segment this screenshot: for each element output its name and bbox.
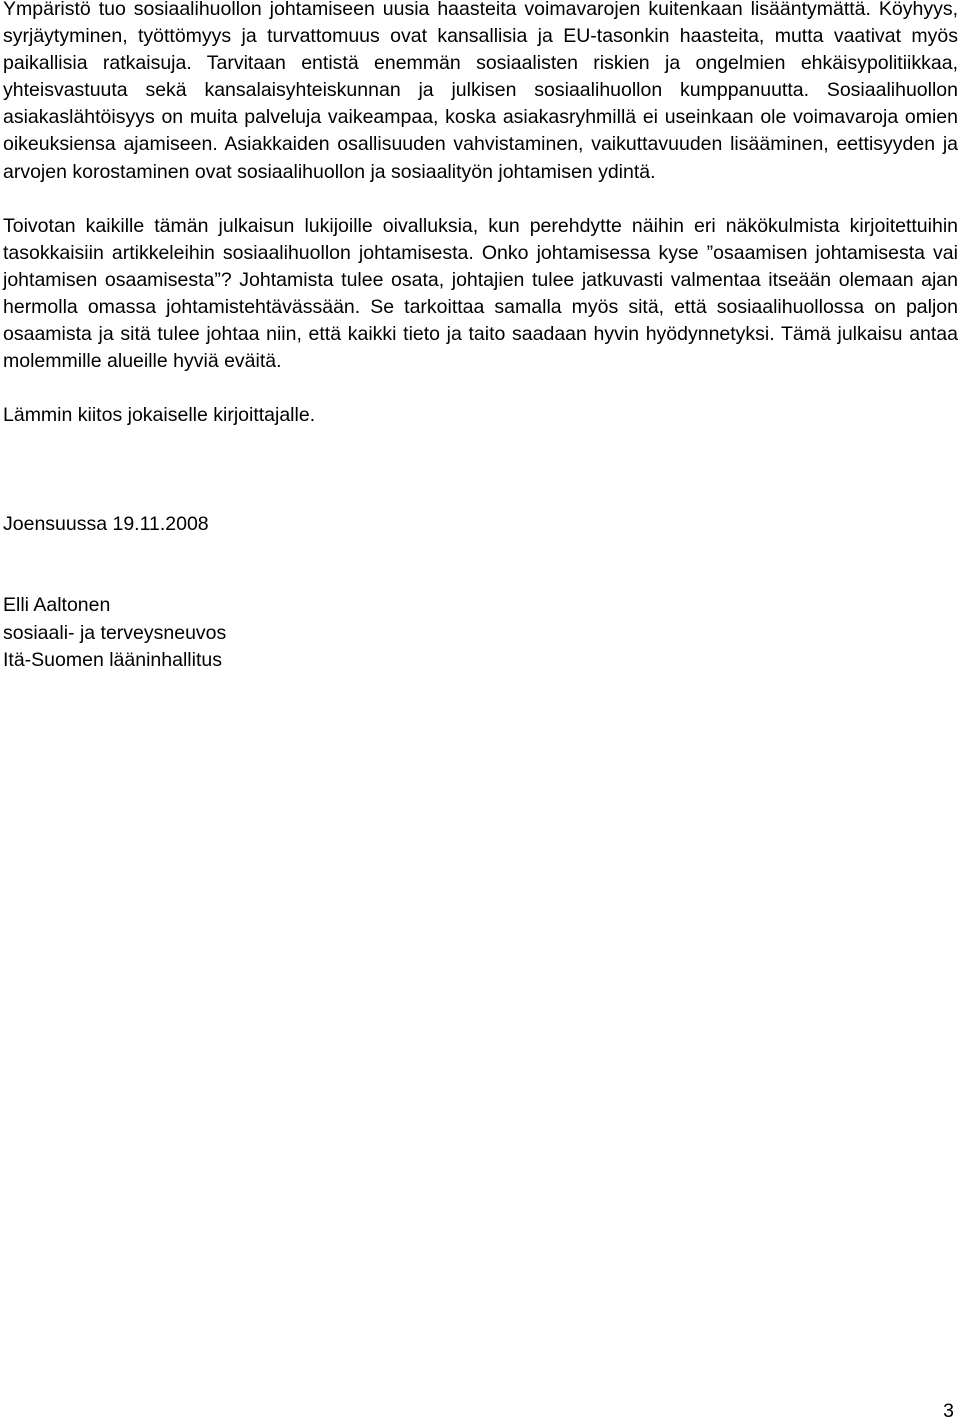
page-number: 3 [943,1400,954,1422]
signer-name: Elli Aaltonen [3,594,111,617]
signer-organization: Itä-Suomen lääninhallitus [3,648,222,671]
body-paragraph-1: Ympäristö tuo sosiaalihuollon johtamiseen uusia haasteita voimavarojen kuitenkaan lisääntymättä. Köyhyys, syrjäytyminen, työttömyys ja turvattomuus ovat kansallisia ja EU-tasonkin haasteita, mutta vaativat myös paikallisia ratkaisuja. Tarvitaan entistä enemmän sosiaalisten riskien ja ongelmien ehkäisypolitiikkaa, yhteisvastuuta sekä kansalaisyhteiskunnan ja julkisen sosiaalihuollon kumppanuutta. Sosiaalihuollon asiakaslähtöisyys on muita palveluja vaikeampaa, koska asiakasryhmillä ei useinkaan ole voimavaroja omien oikeuksiensa ajamiseen. Asiakkaiden osallisuuden vahvistaminen, vaikuttavuuden lisääminen, eettisyyden ja arvojen korostaminen ovat sosiaalihuollon ja sosiaalityön johtamisen ydintä. [3,0,958,183]
place-and-date: Joensuussa 19.11.2008 [3,513,209,536]
signer-title: sosiaali- ja terveysneuvos [3,621,227,644]
document-page [3,0,958,674]
signature-block [3,592,958,673]
thanks-line: Lämmin kiitos jokaiselle kirjoittajalle. [3,404,316,427]
body-paragraph-2: Toivotan kaikille tämän julkaisun lukijoille oivalluksia, kun perehdytte näihin eri näkökulmista kirjoitettuihin tasokkaisiin artikkeleihin sosiaalihuollon johtamisesta. Onko johtamisessa kyse ”osaamisen johtamisesta vai johtamisen osaamisesta”? Johtamista tulee osata, johtajien tulee jatkuvasti valmentaa itseään olemaan ajan hermolla omassa johtamistehtävässään. Se tarkoittaa samalla myös sitä, että sosiaalihuollossa on paljon osaamista ja sitä tulee johtaa niin, että kaikki tieto ja taito saadaan hyvin hyödynnetyksi. Tämä julkaisu antaa molemmille alueille hyviä eväitä. [3,214,958,373]
